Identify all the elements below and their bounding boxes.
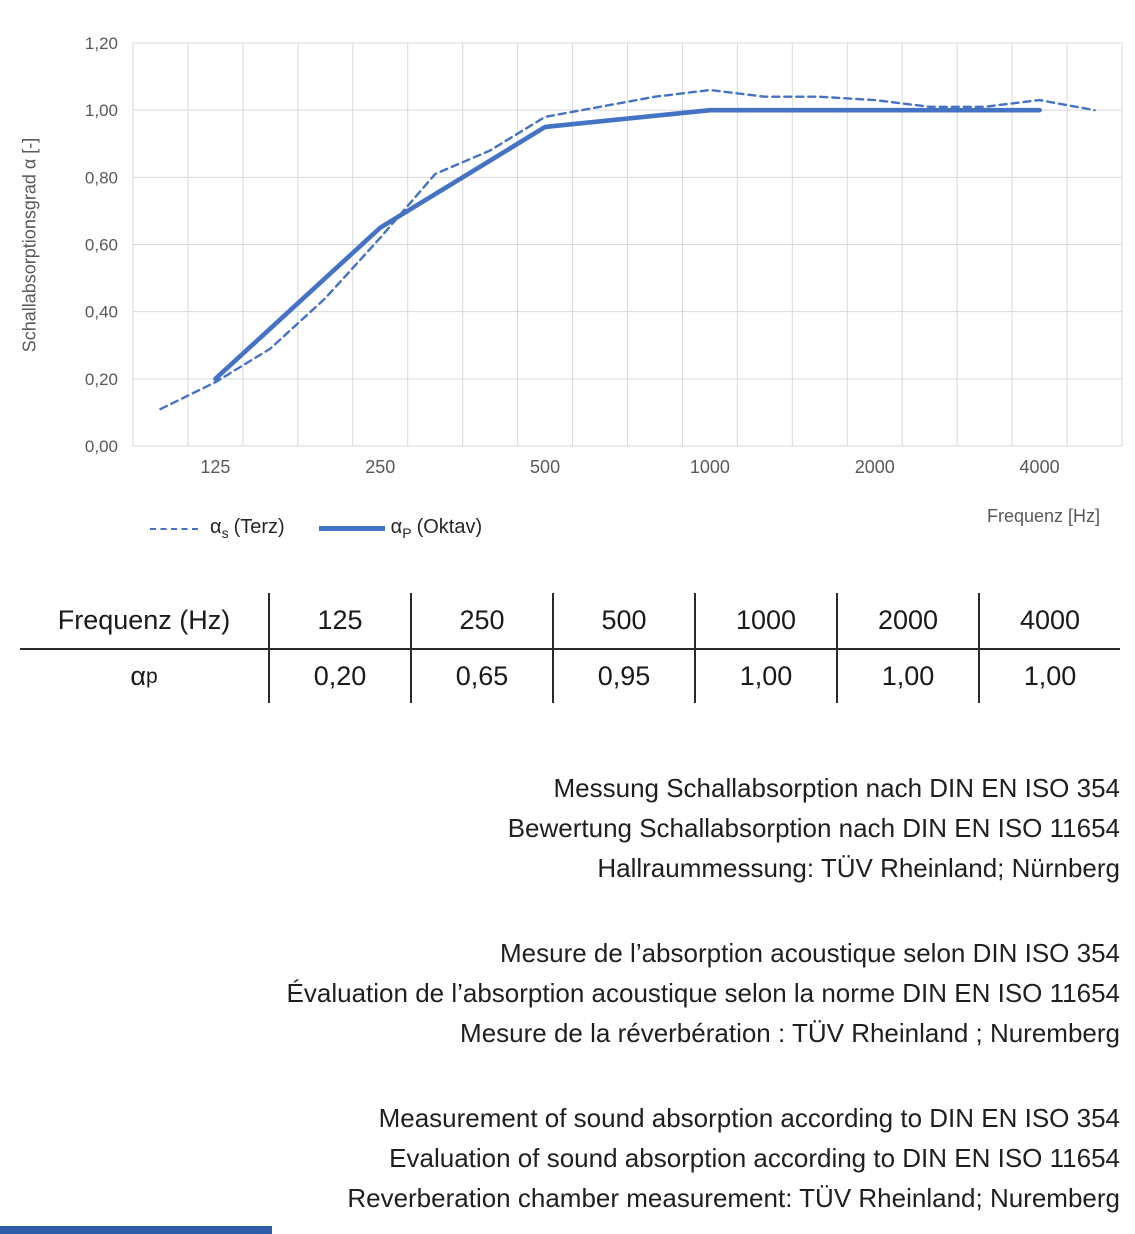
y-tick-label: 0,40 (84, 302, 118, 322)
note-line: Messung Schallabsorption nach DIN EN ISO 354 (553, 773, 1120, 803)
bottom-accent-bar (0, 1226, 272, 1234)
table-header-freq: 1000 (694, 593, 836, 650)
note-line: Hallraummessung: TÜV Rheinland; Nürnberg (597, 853, 1120, 883)
note-line: Bewertung Schallabsorption nach DIN EN ISO 11654 (507, 813, 1120, 843)
legend-label-terz: $\alpha_s$ (Terz) (210, 516, 285, 541)
table-row-label-alpha-p: α p (130, 661, 158, 691)
x-tick-label: 1000 (689, 457, 730, 477)
y-tick-label: 1,00 (84, 101, 118, 121)
table-value: 0,20 (268, 650, 410, 703)
table-value: 0,65 (410, 650, 552, 703)
x-tick-label: 250 (365, 457, 396, 477)
x-tick-label: 125 (200, 457, 231, 477)
legend-item-oktav (319, 516, 482, 541)
table-header-freq: 250 (410, 593, 552, 650)
note-line: Evaluation of sound absorption according to DIN EN ISO 11654 (389, 1143, 1120, 1173)
note-line: Évaluation de l’absorption acoustique selon la norme DIN EN ISO 11654 (286, 978, 1120, 1008)
table-value: 1,00 (836, 650, 978, 703)
table-value: 1,00 (978, 650, 1120, 703)
x-tick-label: 2000 (854, 457, 895, 477)
legend-label-oktav: $\alpha_P$ (Oktav) (390, 516, 483, 541)
x-tick-label: 500 (530, 457, 561, 477)
note-block-french (0, 933, 1120, 1053)
table-header-label: Frequenz (Hz) (20, 593, 268, 650)
table-value: 1,00 (694, 650, 836, 703)
y-tick-label: 1,20 (84, 34, 118, 53)
legend-item-terz (150, 516, 285, 541)
note-line: Mesure de l’absorption acoustique selon DIN ISO 354 (499, 938, 1120, 968)
table-value: 0,95 (552, 650, 694, 703)
note-block-english (0, 1098, 1120, 1218)
y-tick-label: 0,60 (84, 235, 118, 255)
note-line: Mesure de la réverbération : TÜV Rheinland ; Nuremberg (460, 1018, 1120, 1048)
y-tick-label: 0,00 (84, 437, 118, 456)
y-tick-label: 0,20 (84, 369, 118, 389)
chart-legend (150, 516, 482, 541)
note-block-german (0, 768, 1120, 888)
absorption-table (20, 593, 1120, 703)
table-header-freq: 500 (552, 593, 694, 650)
y-tick-label: 0,80 (84, 168, 118, 188)
table-header-freq: 2000 (836, 593, 978, 650)
x-axis-title: Frequenz [Hz] (986, 506, 1100, 526)
solid-line-icon (319, 526, 385, 531)
y-axis-title: Schallabsorptionsgrad α [-] (19, 137, 40, 353)
absorption-line-chart (0, 0, 1135, 500)
dashed-line-icon (150, 528, 198, 530)
table-header-freq: 4000 (978, 593, 1120, 650)
note-line: Reverberation chamber measurement: TÜV Rheinland; Nuremberg (347, 1183, 1120, 1213)
x-tick-label: 4000 (1019, 457, 1060, 477)
absorption-chart-section (0, 0, 1135, 560)
note-line: Measurement of sound absorption according to DIN EN ISO 354 (378, 1103, 1120, 1133)
table-header-freq: 125 (268, 593, 410, 650)
